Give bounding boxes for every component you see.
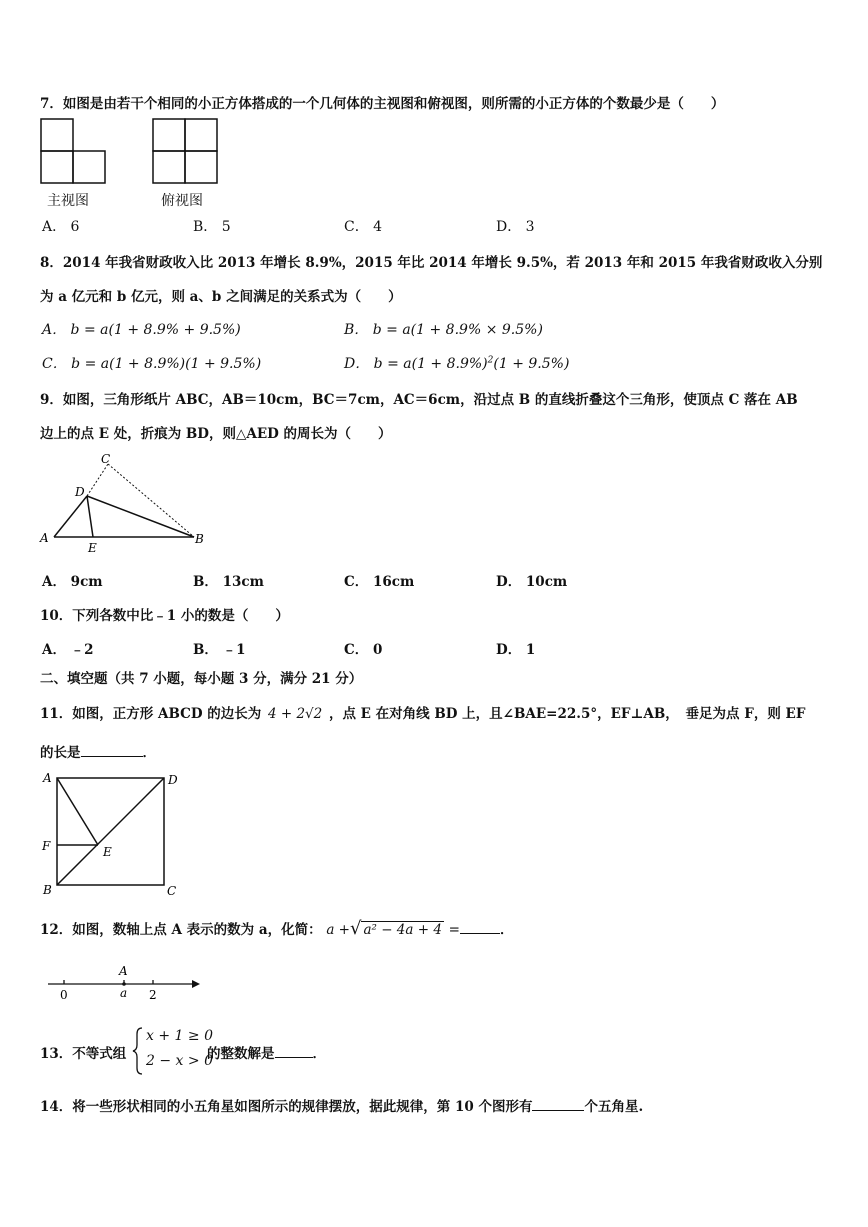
q7-option-b[interactable]: B． 5 [193, 219, 231, 235]
q14-stem [40, 1095, 643, 1115]
q7-option-c[interactable]: C． 4 [344, 219, 383, 235]
q14-stem-post: 个五角星. [584, 1099, 644, 1115]
q9-option-a[interactable]: A． 9cm [42, 574, 103, 590]
q11-square-figure [38, 770, 188, 898]
q10-stem: 10．下列各数中比﹣1 小的数是（ ） [40, 608, 289, 624]
q13-stem-pre: 13．不等式组 [40, 1046, 127, 1062]
q11-label-a: A [43, 771, 52, 785]
q10-option-a[interactable]: A． ﹣2 [42, 642, 94, 658]
q12-end: ． [499, 922, 514, 938]
q8-option-d-base: D． b = a(1 + 8.9%) [344, 356, 488, 372]
q8-option-b[interactable]: B． b = a(1 + 8.9% × 9.5%) [344, 322, 543, 338]
q10-option-b[interactable]: B． ﹣1 [193, 642, 246, 658]
q11-label-b: B [43, 883, 52, 897]
q9-label-c: C [101, 452, 111, 466]
q9-stem-line2: 边上的点 E 处，折痕为 BD，则△AED 的周长为（ ） [40, 426, 392, 442]
q12-axis-two: 2 [149, 988, 157, 1002]
q12-stem-pre: 12．如图，数轴上点 A 表示的数为 a，化简： [40, 922, 322, 938]
q12-radicand: a² − 4a + 4 [363, 922, 442, 938]
q12-expr-a: a + [326, 922, 350, 938]
q13-end: ． [312, 1046, 326, 1062]
q11-answer-blank[interactable] [81, 744, 143, 757]
q9-label-e: E [88, 541, 97, 555]
section2-heading: 二、填空题（共 7 小题，每小题 3 分，满分 21 分） [40, 671, 363, 687]
q11-label-c: C [167, 884, 177, 898]
q7-front-view-figure [40, 118, 110, 186]
q11-label-d: D [168, 773, 178, 787]
q12-axis-a: a [120, 986, 128, 1000]
q7-top-view-figure [152, 118, 222, 186]
q8-option-d-tail: (1 + 9.5%) [493, 356, 570, 372]
q7-stem: 7．如图是由若干个相同的小正方体搭成的一个几何体的主视图和俯视图，则所需的小正方体的个数最少是（ ） [40, 96, 725, 112]
q11-stem-pre: 11．如图，正方形 ABCD 的边长为 [40, 706, 262, 722]
q7-top-view-label: 俯视图 [161, 193, 203, 209]
q7-option-a[interactable]: A． 6 [42, 219, 80, 235]
q11-line2-end: ． [142, 745, 156, 761]
q11-stem-post: ，点 E 在对角线 BD 上，且∠BAE=22.5°，EF⊥AB， 垂足为点 F，则 EF [328, 706, 806, 722]
q9-option-d[interactable]: D． 10cm [496, 574, 568, 590]
q9-label-d: D [75, 485, 85, 499]
q9-label-b: B [195, 532, 204, 546]
q13-answer-blank[interactable] [275, 1045, 313, 1058]
q8-option-a[interactable]: A． b = a(1 + 8.9% + 9.5%) [42, 322, 241, 338]
q13-inequality-2: 2 − x > 0 [146, 1053, 213, 1069]
q7-front-view-label: 主视图 [47, 193, 89, 209]
q8-option-c[interactable]: C． b = a(1 + 8.9%)(1 + 9.5%) [42, 356, 262, 372]
q14-answer-blank[interactable] [532, 1098, 584, 1111]
q11-side-expression: 4 + 2√2 [267, 706, 323, 722]
q11-line2-text: 的长是 [40, 745, 81, 761]
q13-brace [132, 1026, 144, 1076]
q8-stem-line1: 8．2014 年我省财政收入比 2013 年增长 8.9%，2015 年比 2014 年增长 9.5%，若 2013 年和 2015 年我省财政收入分别 [40, 255, 823, 271]
q11-label-f: F [42, 839, 51, 853]
q9-stem-line1: 9．如图，三角形纸片 ABC，AB＝10cm，BC＝7cm，AC＝6cm，沿过点 B 的直线折叠这个三角形，使顶点 C 落在 AB [40, 392, 798, 408]
q8-option-d[interactable] [344, 353, 569, 373]
q9-label-a: A [40, 531, 49, 545]
q10-option-c[interactable]: C． 0 [344, 642, 383, 658]
q8-stem-line2: 为 a 亿元和 b 亿元，则 a、b 之间满足的关系式为（ ） [40, 289, 402, 305]
q12-stem [40, 918, 513, 939]
q9-triangle-figure [38, 450, 213, 555]
q8-option-d-exponent: 2 [487, 355, 494, 366]
q9-option-c[interactable]: C． 16cm [344, 574, 415, 590]
q12-answer-blank[interactable] [460, 921, 500, 934]
q7-option-d[interactable]: D． 3 [496, 219, 535, 235]
q12-sqrt-sign: √ [349, 918, 362, 939]
q12-axis-point-a: A [119, 964, 128, 978]
q12-axis-zero: 0 [60, 988, 68, 1002]
q14-stem-pre: 14．将一些形状相同的小五角星如图所示的规律摆放，据此规律，第 10 个图形有 [40, 1099, 533, 1115]
q12-number-line [45, 962, 205, 1004]
q12-equals: = [448, 922, 460, 938]
q9-option-b[interactable]: B． 13cm [193, 574, 264, 590]
q13-inequality-1: x + 1 ≥ 0 [146, 1028, 213, 1044]
q11-label-e: E [103, 845, 112, 859]
q13-stem-post [207, 1042, 326, 1062]
q11-stem-line2 [40, 741, 156, 761]
q11-stem-line1 [40, 702, 805, 722]
q10-option-d[interactable]: D． 1 [496, 642, 536, 658]
q13-stem-post-text: 的整数解是 [207, 1046, 275, 1062]
